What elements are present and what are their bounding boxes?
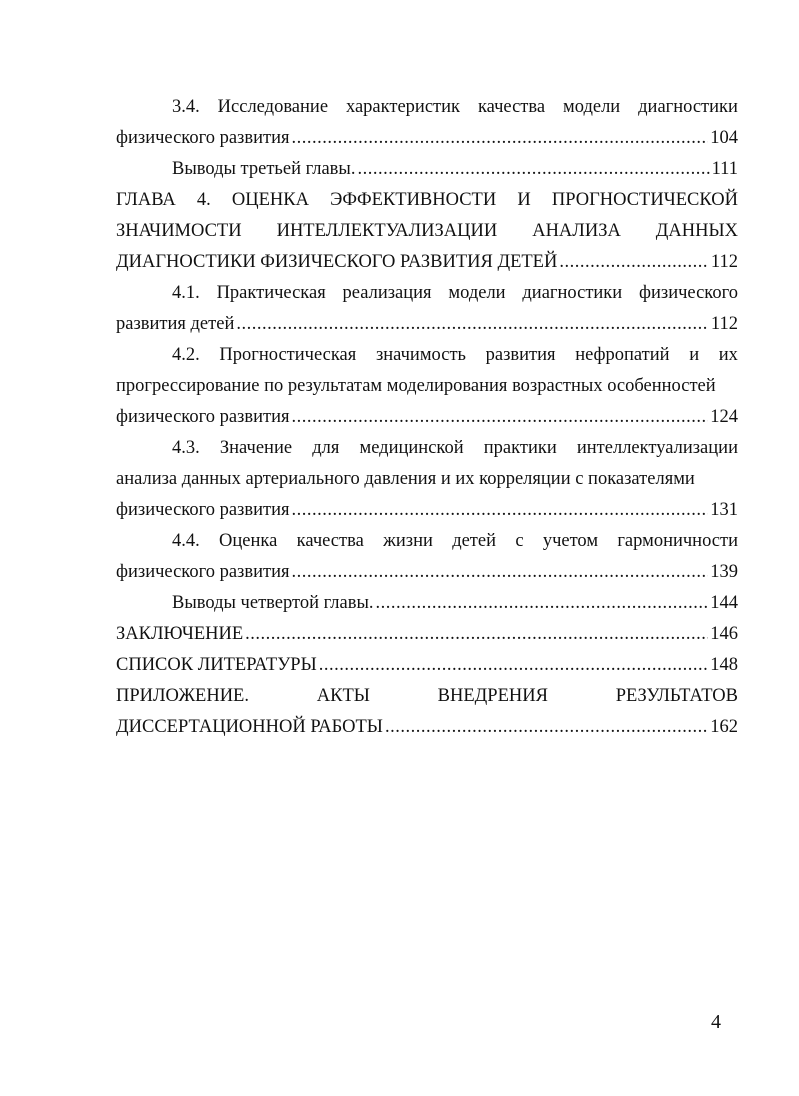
toc-word: физического <box>639 283 738 303</box>
toc-word: характеристик <box>345 97 461 117</box>
toc-word: ГЛАВА <box>116 190 176 210</box>
dot-leader <box>291 402 708 433</box>
toc-word: их <box>718 345 738 365</box>
toc-entry-title: развития детей <box>116 314 235 334</box>
dot-leader <box>376 588 709 619</box>
toc-word: ПРИЛОЖЕНИЕ. <box>116 686 249 706</box>
toc-chapter-4-line3 <box>116 247 738 278</box>
table-of-contents <box>116 92 738 743</box>
toc-page-number: 111 <box>711 159 738 179</box>
toc-word: 3.4. <box>172 97 200 117</box>
dot-leader <box>319 650 709 681</box>
toc-entry-references <box>116 650 738 681</box>
toc-word: И <box>517 190 531 210</box>
toc-page-number: 112 <box>710 314 738 334</box>
toc-entry-title: ДИССЕРТАЦИОННОЙ РАБОТЫ <box>116 717 383 737</box>
toc-word: реализация <box>342 283 432 303</box>
toc-entry-4-1-line2 <box>116 309 738 340</box>
toc-word: РЕЗУЛЬТАТОВ <box>615 686 738 706</box>
toc-chapter-4-line1 <box>116 185 738 216</box>
dot-leader <box>245 619 708 650</box>
toc-entry-text: анализа данных артериального давления и их корреляции с показателями <box>116 469 695 489</box>
dot-leader <box>291 123 708 154</box>
page-number: 4 <box>711 1011 721 1033</box>
toc-entry-conclusions-3 <box>116 154 738 185</box>
toc-word: ДАННЫХ <box>655 221 738 241</box>
toc-page-number: 144 <box>710 593 738 613</box>
toc-page-number: 146 <box>710 624 738 644</box>
toc-entry-3-4-line1 <box>116 92 738 123</box>
toc-entry-title: физического развития <box>116 407 290 427</box>
toc-entry-title: Выводы четвертой главы. <box>172 593 374 613</box>
toc-entry-title: СПИСОК ЛИТЕРАТУРЫ <box>116 655 317 675</box>
toc-page-number: 131 <box>710 500 738 520</box>
toc-entry-4-2-line2 <box>116 371 738 402</box>
toc-word: с <box>515 531 524 551</box>
toc-entry-4-3-line2 <box>116 464 738 495</box>
toc-word: 4.2. <box>172 345 200 365</box>
toc-entry-4-3-line3 <box>116 495 738 526</box>
toc-entry-4-3-line1 <box>116 433 738 464</box>
toc-word: и <box>689 345 700 365</box>
toc-word: для <box>312 438 340 458</box>
toc-word: ЭФФЕКТИВНОСТИ <box>330 190 497 210</box>
toc-entry-4-2-line3 <box>116 402 738 433</box>
toc-entry-3-4-line2 <box>116 123 738 154</box>
toc-word: 4. <box>196 190 211 210</box>
toc-word: 4.1. <box>172 283 200 303</box>
toc-entry-conclusions-4 <box>116 588 738 619</box>
toc-word: качества <box>477 97 546 117</box>
toc-word: Исследование <box>217 97 329 117</box>
toc-entry-title: физического развития <box>116 562 290 582</box>
toc-page-number: 139 <box>710 562 738 582</box>
toc-page-number: 162 <box>710 717 738 737</box>
toc-entry-4-4-line2 <box>116 557 738 588</box>
toc-word: Оценка <box>219 531 278 551</box>
toc-word: Значение <box>219 438 293 458</box>
toc-word: ПРОГНОСТИЧЕСКОЙ <box>551 190 738 210</box>
toc-word: Прогностическая <box>219 345 357 365</box>
toc-entry-conclusion <box>116 619 738 650</box>
toc-page-number: 148 <box>710 655 738 675</box>
toc-word: гармоничности <box>617 531 738 551</box>
toc-word: интеллектуализации <box>576 438 738 458</box>
toc-page-number: 104 <box>710 128 738 148</box>
toc-word: ЗНАЧИМОСТИ <box>116 221 242 241</box>
toc-word: модели <box>448 283 506 303</box>
toc-word: ИНТЕЛЛЕКТУАЛИЗАЦИИ <box>276 221 498 241</box>
toc-entry-4-1-line1 <box>116 278 738 309</box>
toc-word: 4.4. <box>172 531 200 551</box>
toc-word: ВНЕДРЕНИЯ <box>437 686 548 706</box>
dot-leader <box>357 154 709 185</box>
dot-leader <box>291 557 708 588</box>
toc-word: развития <box>485 345 556 365</box>
toc-word: диагностики <box>638 97 738 117</box>
toc-word: ОЦЕНКА <box>231 190 309 210</box>
dot-leader <box>385 712 708 743</box>
dot-leader <box>236 309 709 340</box>
toc-word: практики <box>483 438 557 458</box>
toc-word: АНАЛИЗА <box>532 221 621 241</box>
toc-entry-appendix-line1 <box>116 681 738 712</box>
toc-word: 4.3. <box>172 438 200 458</box>
toc-word: значимость <box>375 345 466 365</box>
toc-word: нефропатий <box>575 345 670 365</box>
toc-entry-4-2-line1 <box>116 340 738 371</box>
toc-word: медицинской <box>359 438 464 458</box>
toc-entry-title: ДИАГНОСТИКИ ФИЗИЧЕСКОГО РАЗВИТИЯ ДЕТЕЙ <box>116 252 558 272</box>
toc-word: Практическая <box>216 283 326 303</box>
dot-leader <box>559 247 709 278</box>
toc-entry-title: Выводы третьей главы. <box>172 159 356 179</box>
toc-entry-title: физического развития <box>116 500 290 520</box>
toc-word: АКТЫ <box>316 686 370 706</box>
toc-chapter-4-line2 <box>116 216 738 247</box>
toc-entry-4-4-line1 <box>116 526 738 557</box>
toc-word: качества <box>296 531 364 551</box>
toc-word: модели <box>563 97 621 117</box>
toc-word: диагностики <box>522 283 623 303</box>
toc-word: детей <box>452 531 497 551</box>
toc-entry-text: прогрессирование по результатам моделирования возрастных особенностей <box>116 376 716 396</box>
toc-entry-title: ЗАКЛЮЧЕНИЕ <box>116 624 244 644</box>
toc-entry-appendix-line2 <box>116 712 738 743</box>
toc-page-number: 124 <box>710 407 738 427</box>
toc-word: учетом <box>542 531 599 551</box>
toc-entry-title: физического развития <box>116 128 290 148</box>
dot-leader <box>291 495 708 526</box>
toc-page-number: 112 <box>710 252 738 272</box>
toc-word: жизни <box>383 531 433 551</box>
